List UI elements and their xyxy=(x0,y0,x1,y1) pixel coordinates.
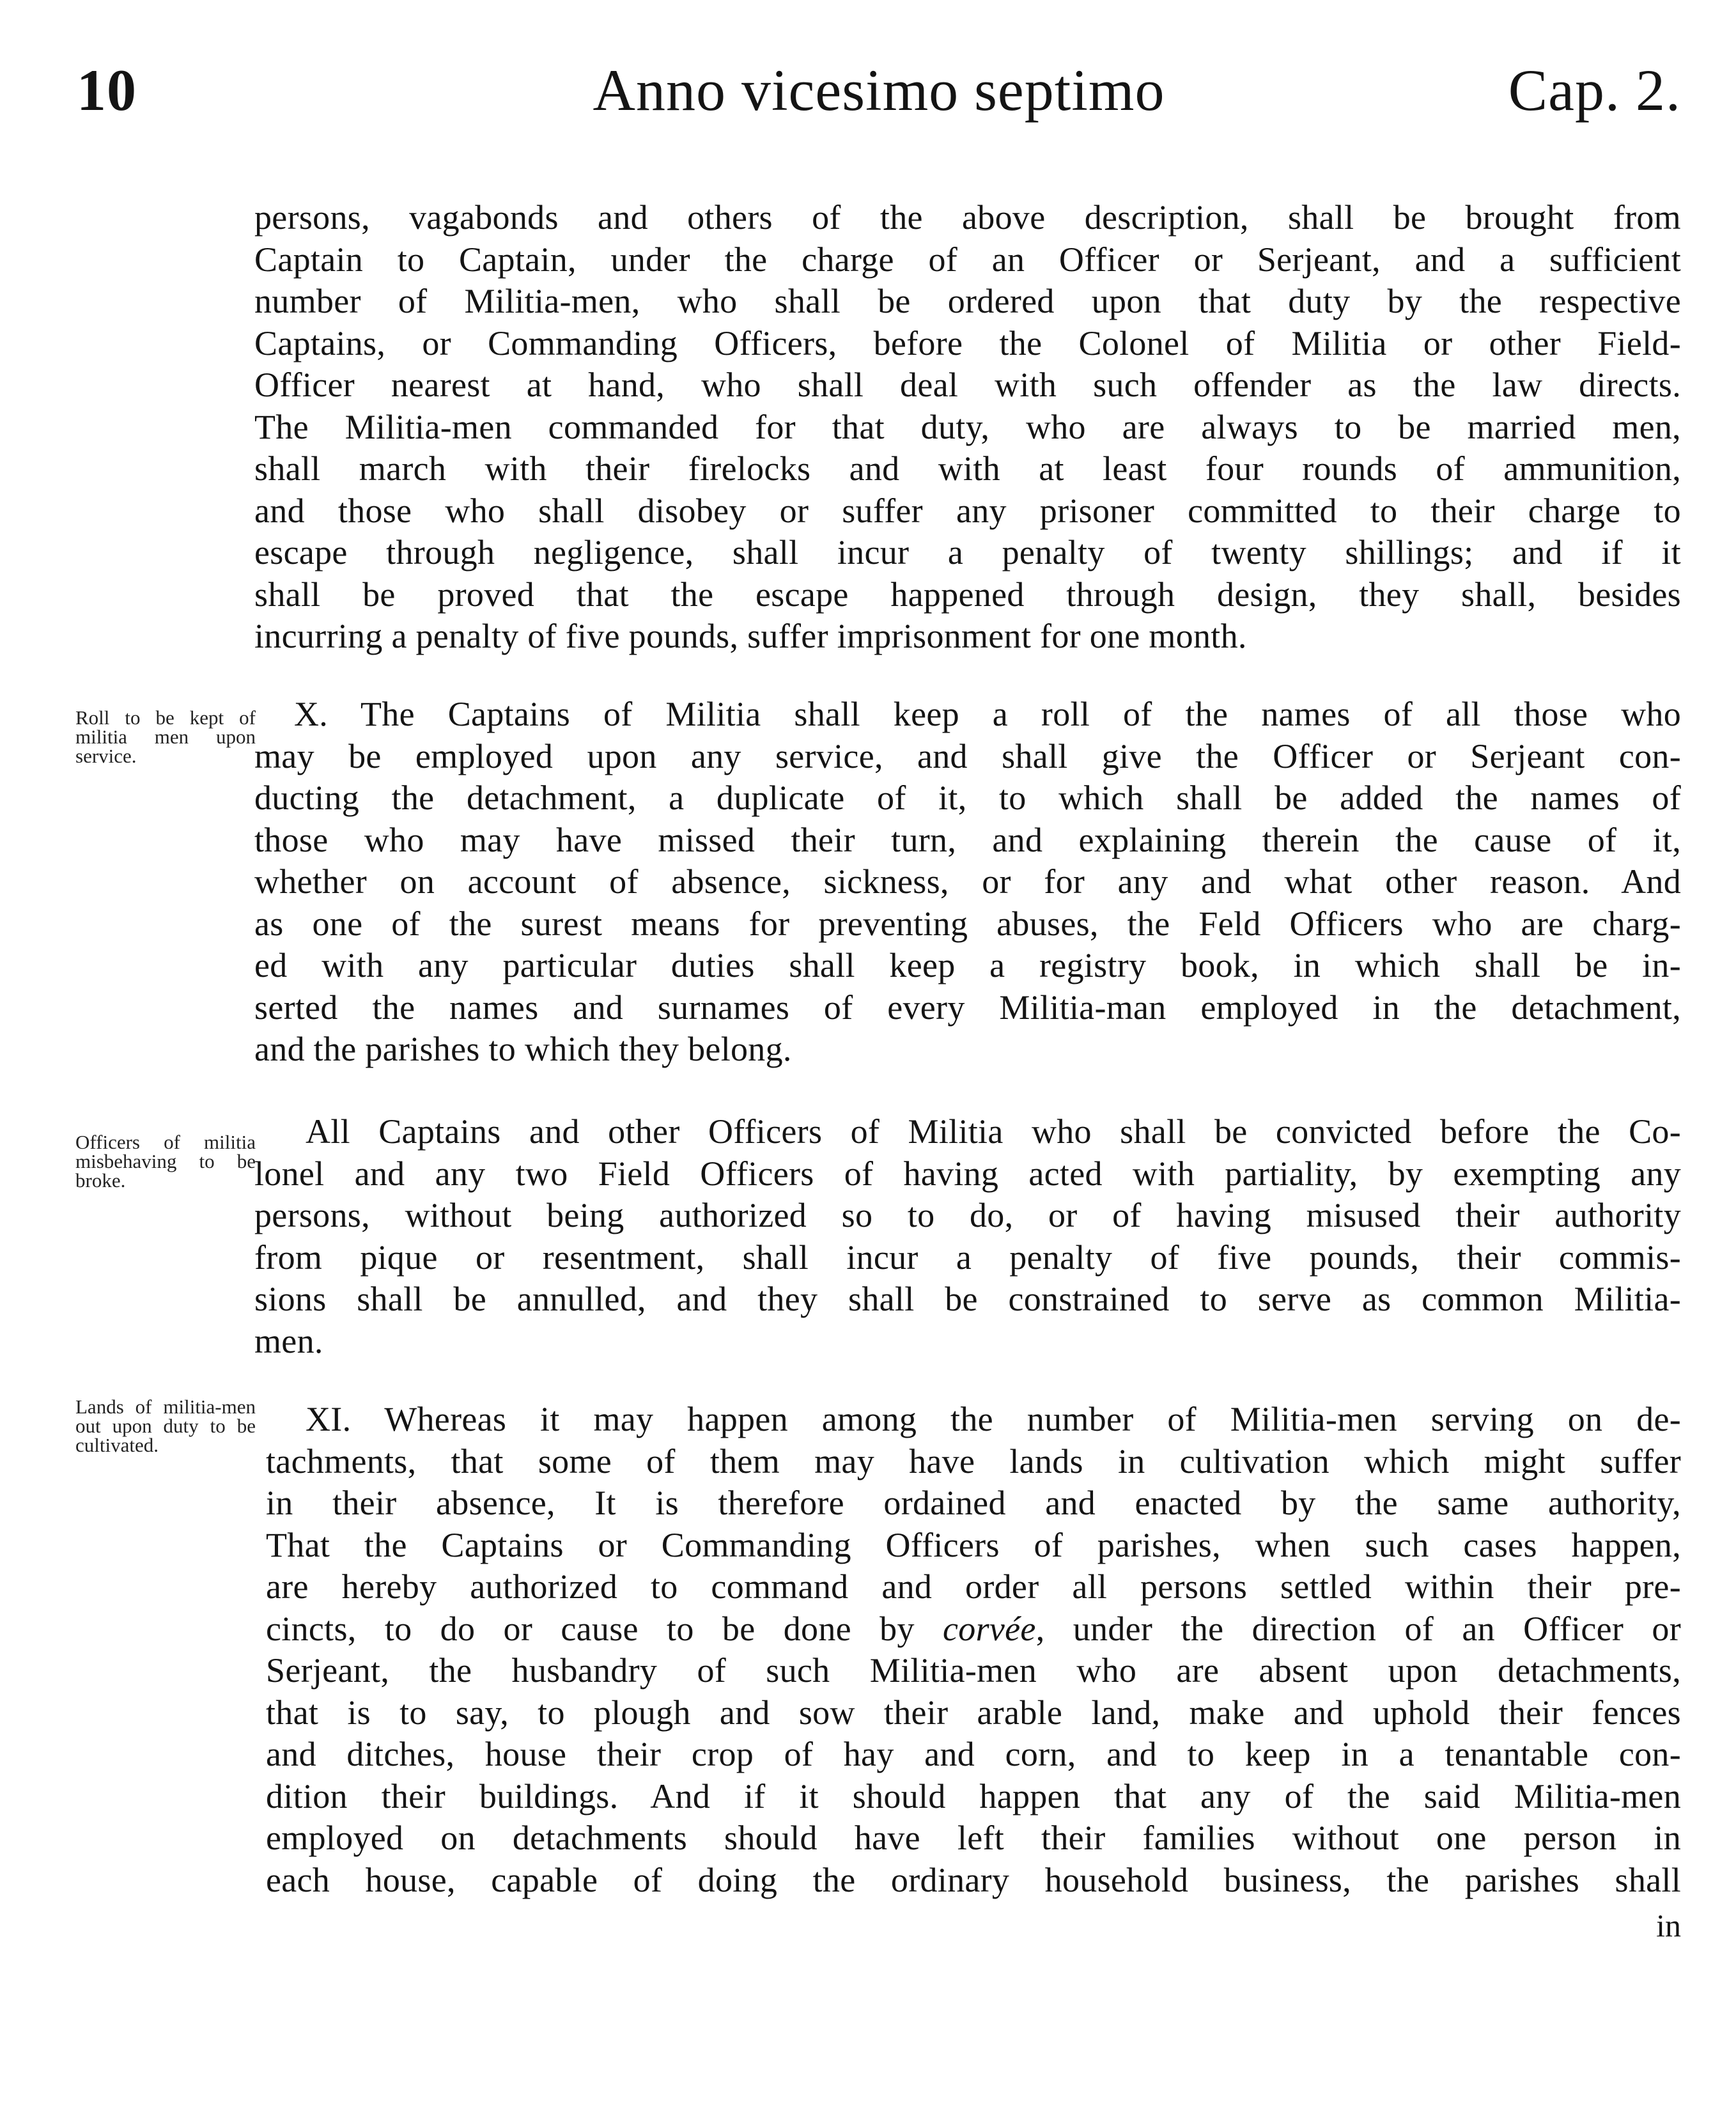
text-line: in their absence, It is therefore ordained and enacted by the same authority, xyxy=(266,1484,1681,1522)
catchword: in xyxy=(1656,1908,1681,1943)
text-line: whether on account of absence, sickness, or for any and what other reason. And xyxy=(254,862,1681,901)
text-line: shall march with their firelocks and with at least four rounds of ammunition, xyxy=(254,449,1681,488)
text-line: shall be proved that the escape happened through design, they shall, besides xyxy=(254,575,1681,614)
text-line: sions shall be annulled, and they shall be constrained to serve as common Militia- xyxy=(254,1280,1681,1318)
text-line: That the Captains or Commanding Officers of parishes, when such cases happen, xyxy=(266,1525,1681,1564)
text-line: ed with any particular duties shall keep a registry book, in which shall be in- xyxy=(254,946,1681,984)
chapter-label: Cap. 2. xyxy=(1508,58,1681,123)
text-line: dition their buildings. And if it should happen that any of the said Militia-men xyxy=(266,1776,1681,1815)
text-line: tachments, that some of them may have lands in cultivation which might suffer xyxy=(266,1442,1681,1481)
text-line: Officer nearest at hand, who shall deal with such offender as the law directs. xyxy=(254,366,1681,404)
text-line: Captain to Captain, under the charge of an Officer or Serjeant, and a sufficient xyxy=(254,240,1681,279)
text-line: XI. Whereas it may happen among the number of Militia-men serving on de- xyxy=(306,1400,1681,1438)
text-line: persons, without being authorized so to do, or of having misused their authority xyxy=(254,1196,1681,1234)
text-line: and ditches, house their crop of hay and corn, and to keep in a tenantable con- xyxy=(266,1735,1681,1773)
text-line: X. The Captains of Militia shall keep a roll of the names of all those who xyxy=(294,695,1681,733)
text-line: All Captains and other Officers of Militia who shall be convicted before the Co- xyxy=(306,1112,1681,1151)
text-line: those who may have missed their turn, and explaining therein the cause of it, xyxy=(254,820,1681,859)
text-line: The Militia-men commanded for that duty, who are always to be married men, xyxy=(254,407,1681,446)
text-line: that is to say, to plough and sow their arable land, make and uphold their fences xyxy=(266,1693,1681,1732)
text-line: serted the names and surnames of every Militia-man employed in the detachment, xyxy=(254,988,1681,1027)
text-line: employed on detachments should have left their families without one person in xyxy=(266,1819,1681,1857)
text-line: as one of the surest means for preventing abuses, the Feld Officers who are charg- xyxy=(254,904,1681,943)
text-line: escape through negligence, shall incur a penalty of twenty shillings; and if it xyxy=(254,533,1681,571)
text-line: may be employed upon any service, and shall give the Officer or Serjeant con- xyxy=(254,736,1681,775)
text-line: Serjeant, the husbandry of such Militia-men who are absent upon detachments, xyxy=(266,1651,1681,1690)
running-header xyxy=(77,55,1681,125)
text-line: persons, vagabonds and others of the above description, shall be brought from xyxy=(254,198,1681,237)
page-number: 10 xyxy=(77,58,137,123)
paragraph-officers xyxy=(254,1111,1681,1362)
text-line: each house, capable of doing the ordinary household business, the parishes shall xyxy=(266,1860,1681,1899)
margin-note-roll: Roll to be kept of militia men upon service. xyxy=(75,706,256,767)
paragraph-1 xyxy=(254,197,1681,658)
margin-note-lands: Lands of militia-men out upon duty to be cultivated. xyxy=(75,1395,256,1456)
paragraph-section-xi xyxy=(266,1399,1681,1901)
text-line: men. xyxy=(254,1321,323,1360)
text-line: ducting the detachment, a duplicate of it, to which shall be added the names of xyxy=(254,779,1681,817)
text-line: are hereby authorized to command and order all persons settled within their pre- xyxy=(266,1567,1681,1606)
text-line: cincts, to do or cause to be done by corvée, under the direction of an Officer or xyxy=(266,1609,1681,1648)
text-line: and those who shall disobey or suffer any prisoner committed to their charge to xyxy=(254,491,1681,530)
running-title: Anno vicesimo septimo xyxy=(593,58,1165,123)
text-line: number of Militia-men, who shall be ordered upon that duty by the respective xyxy=(254,282,1681,320)
paragraph-section-x xyxy=(254,694,1681,1071)
text-line: incurring a penalty of five pounds, suffer imprisonment for one month. xyxy=(254,617,1247,655)
text-line: lonel and any two Field Officers of having acted with partiality, by exempting any xyxy=(254,1154,1681,1193)
margin-note-officers: Officers of militia misbehaving to be broke. xyxy=(75,1131,256,1192)
text-line: Captains, or Commanding Officers, before the Colonel of Militia or other Field- xyxy=(254,323,1681,362)
text-line: from pique or resentment, shall incur a penalty of five pounds, their commis- xyxy=(254,1238,1681,1277)
text-line: and the parishes to which they belong. xyxy=(254,1030,792,1068)
